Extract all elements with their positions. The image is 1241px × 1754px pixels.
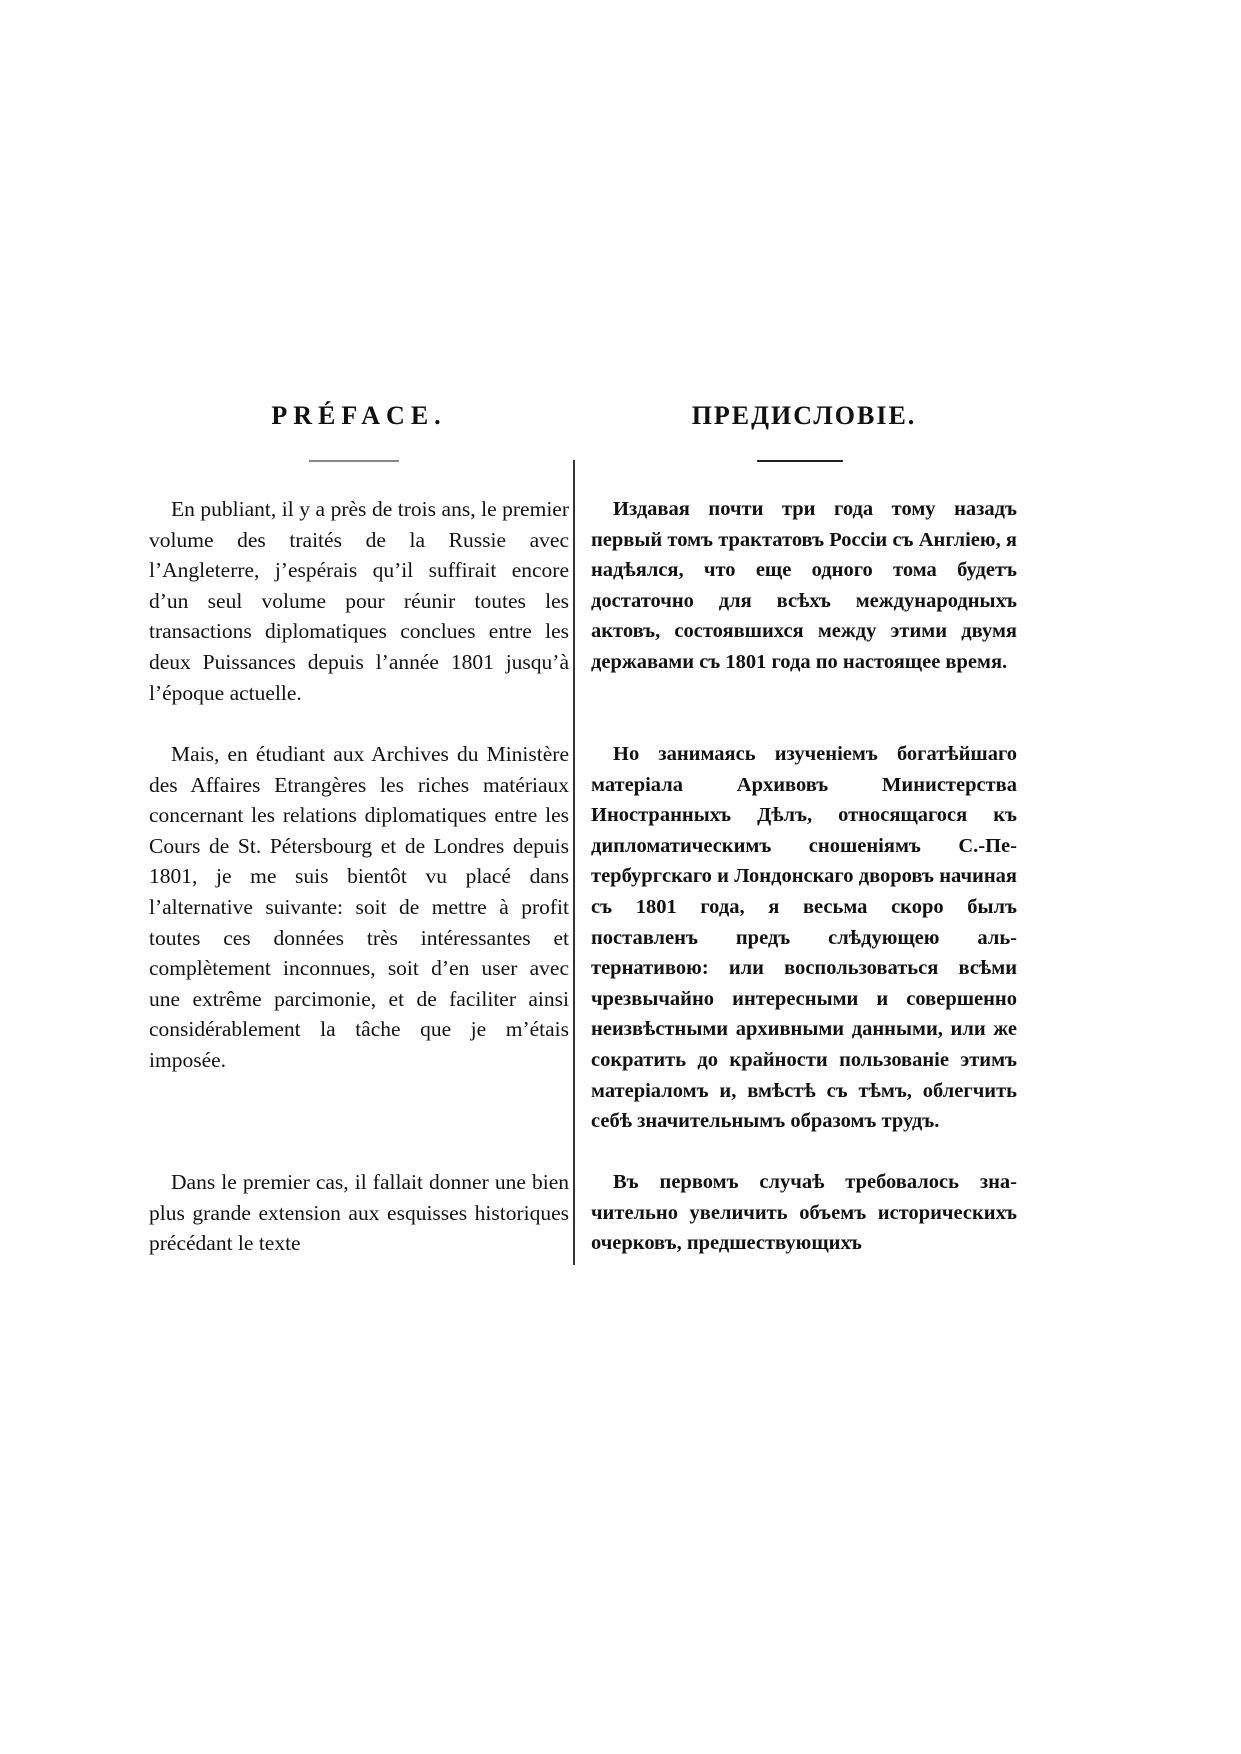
russian-paragraph-2: Но занимаясь изученіемъ богатѣйшаго матеріала Архивовъ Министерства Иностранныхъ Дѣлъ, относящагося къ дипломатическимъ сношеніямъ С.-Петербургскаго и Лондонскаго дворовъ начиная съ 1801 года, я весьма скоро былъ поставленъ предъ слѣдующею альтернативою: или воспользоваться всѣми чрезвычайно интересными и совершенно неизвѣстными архивными данными, или же сократить до крайности пользованіе этимъ матеріаломъ и, вмѣстѣ съ тѣмъ, облегчить себѣ значительнымъ образомъ трудъ. — [591, 743, 1017, 1133]
column-divider — [573, 460, 575, 1265]
russian-paragraph-3: Въ первомъ случаѣ требовалось значительно увеличить объемъ историческихъ очерковъ, предшествующихъ — [591, 1171, 1017, 1255]
french-paragraph-1: En publiant, il y a près de trois ans, le premier volume des traités de la Russie avec l’Angleterre, j’espérais qu’il suffirait encore d’un seul volume pour réunir toutes les transactions diplomatiques conclues entre les deux Puissances depuis l’année 1801 jusqu’à l’époque actuelle. — [149, 497, 569, 705]
french-heading-rule — [309, 460, 399, 462]
russian-paragraph-1: Издавая почти три года тому назадъ первый томъ трактатовъ Россіи съ Англіею, я надѣялся, что еще одного тома будетъ достаточно для всѣхъ международныхъ актовъ, состоявшихся между этими двумя державами съ 1801 года по настоящее время. — [591, 498, 1017, 673]
french-paragraph-3: Dans le premier cas, il fallait donner une bien plus grande extension aux esquisses historiques précédant le texte — [149, 1170, 569, 1256]
french-paragraph-2: Mais, en étudiant aux Archives du Ministère des Affaires Etrangères les riches matériaux concernant les relations diplomatiques entre les Cours de St. Pétersbourg et de Londres depuis 1801, je me suis bientôt vu placé dans l’alternative suivante: soit de mettre à profit toutes ces données très intéressantes et complètement inconnues, soit d’en user avec une extrême parcimonie, et de faciliter ainsi considérablement la tâche que je m’étais imposée. — [149, 742, 569, 1072]
russian-heading: ПРЕДИСЛОВІЕ. — [691, 401, 917, 430]
russian-heading-rule — [757, 460, 843, 462]
french-heading: PRÉFACE. — [271, 401, 447, 430]
